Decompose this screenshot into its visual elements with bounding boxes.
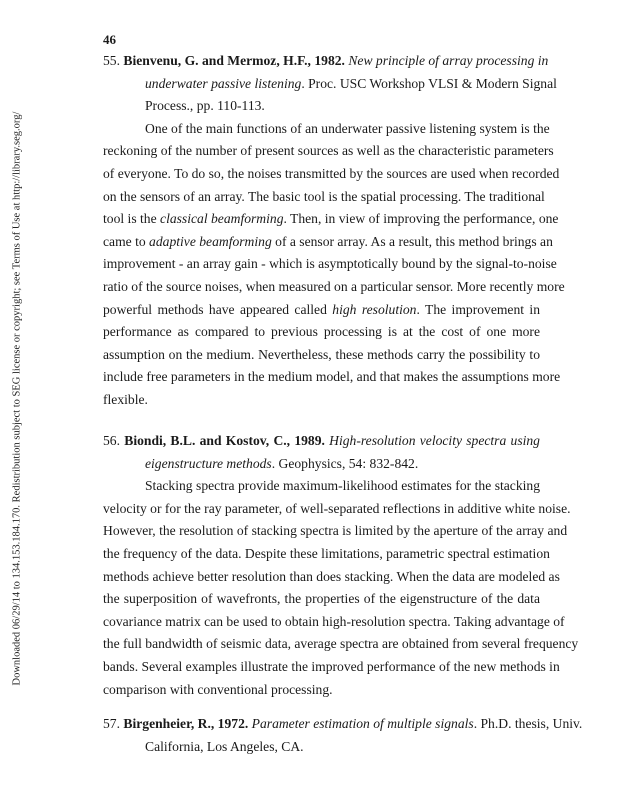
- italic-term: adaptive beamforming: [149, 233, 272, 249]
- abstract-line: One of the main functions of an underwater passive listening system is the: [145, 120, 550, 136]
- ref-authors: Biondi, B.L. and Kostov, C., 1989.: [124, 433, 325, 448]
- page-number: 46: [103, 32, 116, 47]
- abstract-line: [103, 231, 553, 254]
- abstract-line: velocity or for the ray parameter, of well-separated reflections in additive white noise.: [103, 500, 571, 516]
- text-span: . Then, in view of improving the performance, one: [283, 211, 559, 227]
- abstract-line: comparison with conventional processing.: [103, 681, 333, 697]
- ref-title: underwater passive listening: [145, 75, 302, 91]
- abstract-line: the frequency of the data. Despite these limitations, parametric spectral estimation: [103, 545, 550, 561]
- ref-abstract: [103, 118, 565, 412]
- abstract-line: ratio of the source noises, when measured on a particular sensor. More recently more: [103, 278, 565, 294]
- abstract-line: methods achieve better resolution than does stacking. When the data are modeled as: [103, 568, 560, 584]
- ref-number: 56.: [103, 433, 120, 448]
- ref-number: 55.: [103, 53, 120, 68]
- abstract-line: on the sensors of an array. The basic tool is the spatial processing. The traditional: [103, 188, 545, 204]
- ref-source: . Proc. USC Workshop VLSI & Modern Signal: [301, 75, 557, 91]
- abstract-line: flexible.: [103, 391, 148, 407]
- abstract-line: bands. Several examples illustrate the improved performance of the new methods in: [103, 658, 560, 674]
- ref-source: Process., pp. 110-113.: [145, 98, 265, 114]
- abstract-line: performance as compared to previous processing is at the cost of one more: [103, 324, 540, 340]
- ref-source: . Geophysics, 54: 832-842.: [271, 455, 419, 471]
- reference-57: [103, 713, 583, 758]
- abstract-line: covariance matrix can be used to obtain high-resolution spectra. Taking advantage of: [103, 613, 565, 629]
- text-span: . The improvement in: [416, 301, 541, 317]
- ref-title: eigenstructure methods: [145, 455, 272, 471]
- italic-term: high resolution: [332, 301, 417, 317]
- abstract-line: [103, 299, 540, 322]
- abstract-line: However, the resolution of stacking spectra is limited by the aperture of the array and: [103, 523, 568, 539]
- abstract-line: [103, 208, 559, 231]
- abstract-line: of everyone. To do so, the noises transmitted by the sources are used when recorded: [103, 165, 560, 181]
- download-watermark: Downloaded 06/29/14 to 134.153.184.170. Redistribution subject to SEG license or copyright; see Terms of Use at http://library.seg.org/: [11, 111, 23, 686]
- ref-source: California, Los Angeles, CA.: [145, 738, 304, 754]
- ref-title: New principle of array processing in: [348, 53, 549, 68]
- abstract-line: improvement - an array gain - which is asymptotically bound by the signal-to-noise: [103, 256, 557, 272]
- ref-abstract: [103, 475, 579, 701]
- ref-source: . Ph.D. thesis, Univ.: [473, 716, 583, 731]
- ref-title: Parameter estimation of multiple signals: [251, 716, 474, 731]
- reference-56: [103, 430, 579, 701]
- text-span: of a sensor array. As a result, this method brings an: [271, 233, 553, 249]
- abstract-line: include free parameters in the medium model, and that makes the assumptions more: [103, 369, 561, 385]
- abstract-line: reckoning of the number of present sources as well as the characteristic parameters: [103, 143, 554, 159]
- italic-term: classical beamforming: [160, 211, 284, 227]
- abstract-line: Stacking spectra provide maximum-likelihood estimates for the stacking: [145, 478, 540, 494]
- text-span: powerful methods have appeared called: [103, 301, 333, 317]
- ref-number: 57.: [103, 716, 120, 731]
- abstract-line: the superposition of wavefronts, the properties of the eigenstructure of the data: [103, 591, 540, 607]
- text-span: tool is the: [103, 211, 161, 227]
- reference-55: [103, 50, 565, 412]
- ref-title: High-resolution velocity spectra using: [329, 433, 540, 448]
- abstract-line: assumption on the medium. Nevertheless, these methods carry the possibility to: [103, 346, 540, 362]
- text-span: came to: [103, 233, 150, 249]
- ref-authors: Bienvenu, G. and Mermoz, H.F., 1982.: [123, 53, 345, 68]
- abstract-line: the full bandwidth of seismic data, average spectra are obtained from several frequency: [103, 636, 579, 652]
- ref-authors: Birgenheier, R., 1972.: [123, 716, 249, 731]
